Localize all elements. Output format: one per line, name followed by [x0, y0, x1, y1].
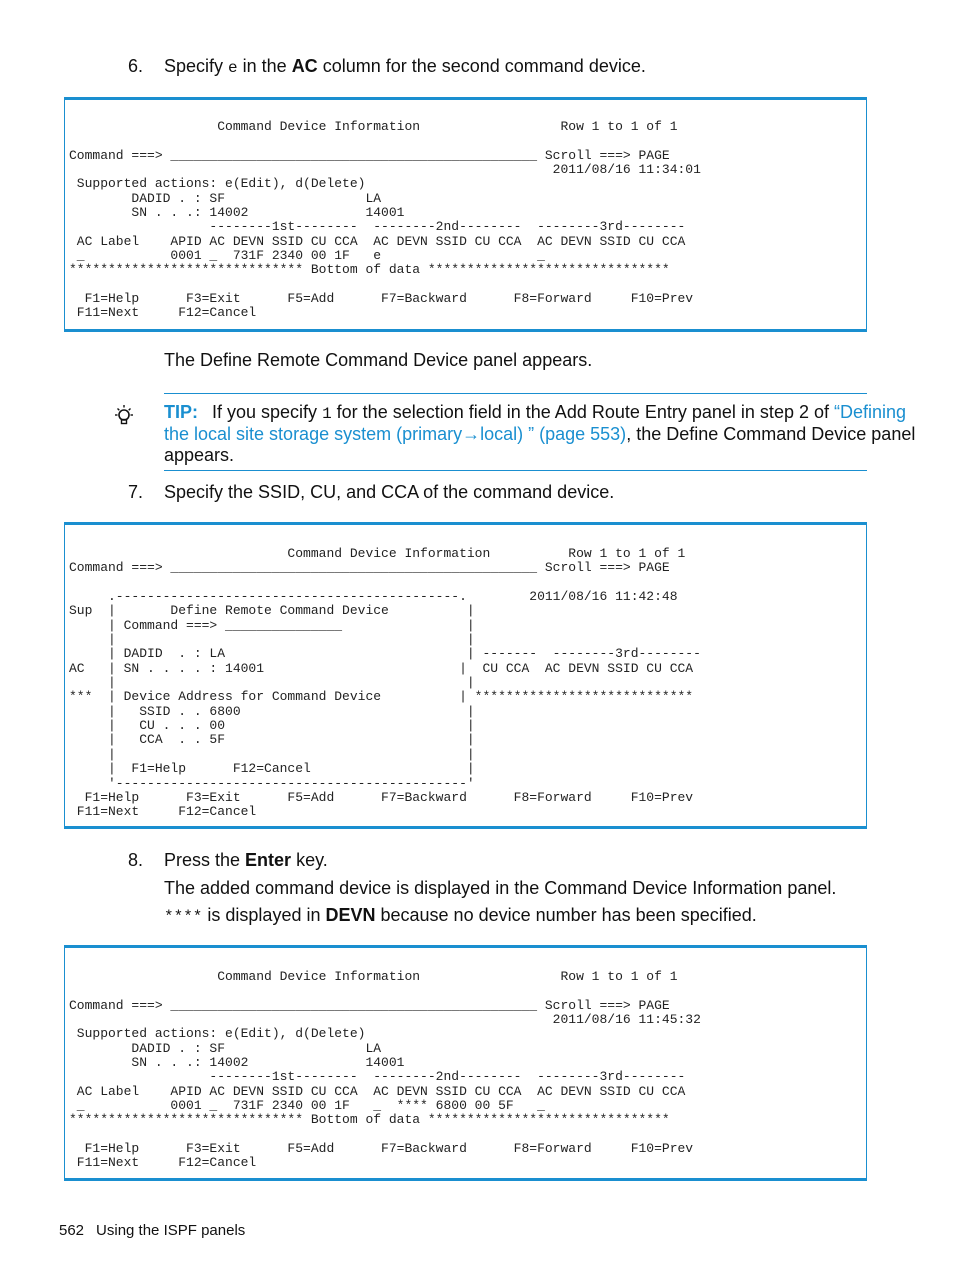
step6-prefix: Specify — [164, 56, 229, 76]
terminal-screen-3 — [64, 945, 867, 1181]
step6-middle: in the — [237, 56, 292, 76]
terminal-line: Command ===> _______________________________________________ Scroll ===> PAGE — [69, 147, 670, 163]
tip-link-part-2[interactable]: the local site storage system (primary→local) ” (page 553) — [164, 424, 627, 444]
tip-text-b: for the selection field in the Add Route Entry panel in step 2 of — [331, 402, 834, 422]
terminal-line: F11=Next F12=Cancel — [69, 305, 257, 321]
tip-line-2 — [164, 423, 915, 445]
terminal-line: | CU . . . 00 | — [69, 718, 475, 734]
terminal-line: _ 0001 _ 731F 2340 00 1F _ **** 6800 00 5F _ — [69, 1098, 545, 1114]
terminal-line: | SSID . . 6800 | — [69, 703, 475, 719]
terminal-line: AC Label APID AC DEVN SSID CU CCA AC DEVN SSID CU CCA AC DEVN SSID CU CCA — [69, 233, 686, 249]
terminal-line: SN . . .: 14002 14001 — [69, 1055, 405, 1071]
terminal-line: ****************************** Bottom of data ******************************* — [69, 1112, 670, 1128]
step8-line3-bold: DEVN — [325, 905, 376, 925]
step8-line-2: The added command device is displayed in the Command Device Information panel. — [164, 878, 837, 898]
terminal-line: _ 0001 _ 731F 2340 00 1F e _ — [69, 248, 545, 264]
tip-bottom-rule — [164, 470, 867, 471]
tip-line-1 — [164, 401, 906, 425]
terminal-line: Command Device Information Row 1 to 1 of 1 — [69, 119, 678, 134]
terminal-screen-3-text — [69, 970, 701, 1171]
panel-appears-text: The Define Remote Command Device panel appears. — [164, 350, 593, 370]
footer-section: Using the ISPF panels — [96, 1222, 246, 1239]
lightbulb-icon — [113, 404, 135, 428]
terminal-line: DADID . : SF LA — [69, 190, 382, 206]
terminal-line: F11=Next F12=Cancel — [69, 804, 257, 820]
terminal-line: | CCA . . 5F | — [69, 732, 475, 748]
terminal-line: --------1st-------- --------2nd-------- --------3rd-------- — [69, 219, 686, 235]
terminal-line: Command ===> _______________________________________________ Scroll ===> PAGE — [69, 997, 670, 1013]
step6-suffix: column for the second command device. — [317, 56, 646, 76]
tip-link-part-1[interactable]: “Defining — [833, 402, 907, 422]
terminal-screen-1-text — [69, 120, 701, 321]
terminal-line: F1=Help F3=Exit F5=Add F7=Backward F8=Forward F10=Prev — [69, 291, 694, 307]
terminal-screen-2-text — [69, 547, 701, 820]
terminal-line: .--------------------------------------------. 2011/08/16 11:42:48 — [69, 589, 678, 605]
terminal-screen-1 — [64, 97, 867, 332]
terminal-line: | DADID . : LA | ------- --------3rd-------- — [69, 646, 701, 662]
step8-line3-suffix: because no device number has been specified. — [375, 905, 757, 925]
step6-code: e — [228, 59, 238, 77]
terminal-line: '---------------------------------------------' — [69, 775, 475, 791]
terminal-line: AC Label APID AC DEVN SSID CU CCA AC DEVN SSID CU CCA AC DEVN SSID CU CCA — [69, 1083, 686, 1099]
tip-line-3: appears. — [164, 445, 235, 465]
terminal-line: Command Device Information Row 1 to 1 of 1 — [69, 969, 678, 984]
terminal-line: 2011/08/16 11:45:32 — [69, 1012, 701, 1028]
tip-label: TIP: — [164, 402, 198, 422]
step8-prefix: Press the — [164, 850, 246, 870]
terminal-line: F11=Next F12=Cancel — [69, 1155, 257, 1171]
tip-text-c: , the Define Command Device panel — [626, 424, 916, 444]
step8-code: **** — [164, 908, 203, 926]
terminal-line: Supported actions: e(Edit), d(Delete) — [69, 176, 366, 192]
tip-code: 1 — [322, 405, 332, 423]
terminal-line: --------1st-------- --------2nd-------- --------3rd-------- — [69, 1069, 686, 1085]
terminal-line: ****************************** Bottom of data ******************************* — [69, 262, 670, 278]
terminal-line: DADID . : SF LA — [69, 1040, 382, 1056]
step8-suffix: key. — [291, 850, 328, 870]
terminal-line: Command ===> _______________________________________________ Scroll ===> PAGE — [69, 560, 670, 576]
terminal-line: AC | SN . . . . : 14001 | CU CCA AC DEVN SSID CU CCA — [69, 660, 694, 676]
terminal-line: | | — [69, 632, 475, 648]
terminal-line: | Command ===> _______________ | — [69, 617, 475, 633]
terminal-line: Sup | Define Remote Command Device | — [69, 603, 475, 619]
terminal-line: 2011/08/16 11:34:01 — [69, 162, 701, 178]
terminal-screen-2 — [64, 522, 867, 829]
step7-text: Specify the SSID, CU, and CCA of the command device. — [164, 482, 615, 502]
terminal-line: F1=Help F3=Exit F5=Add F7=Backward F8=Forward F10=Prev — [69, 789, 694, 805]
step8-line3-mid: is displayed in — [202, 905, 326, 925]
page-number: 562 — [59, 1222, 85, 1239]
terminal-line: SN . . .: 14002 14001 — [69, 205, 405, 221]
step-number: 8. — [128, 850, 144, 870]
step8-text — [164, 849, 328, 871]
step-number: 6. — [128, 56, 144, 76]
terminal-line: | F1=Help F12=Cancel | — [69, 761, 475, 777]
step-number: 7. — [128, 482, 144, 502]
tip-top-rule — [164, 393, 867, 394]
terminal-line: F1=Help F3=Exit F5=Add F7=Backward F8=Forward F10=Prev — [69, 1141, 694, 1157]
terminal-line: | | — [69, 675, 475, 691]
terminal-line: Command Device Information Row 1 to 1 of 1 — [69, 546, 686, 561]
page-footer — [59, 1222, 245, 1239]
terminal-line: | | — [69, 746, 475, 762]
terminal-line: Supported actions: e(Edit), d(Delete) — [69, 1026, 366, 1042]
terminal-line: *** | Device Address for Command Device | **************************** — [69, 689, 694, 705]
step6-bold: AC — [291, 56, 318, 76]
tip-text-a: If you specify — [212, 402, 323, 422]
step8-bold: Enter — [245, 850, 292, 870]
step8-line-3 — [164, 904, 757, 928]
step6-text — [164, 55, 646, 79]
